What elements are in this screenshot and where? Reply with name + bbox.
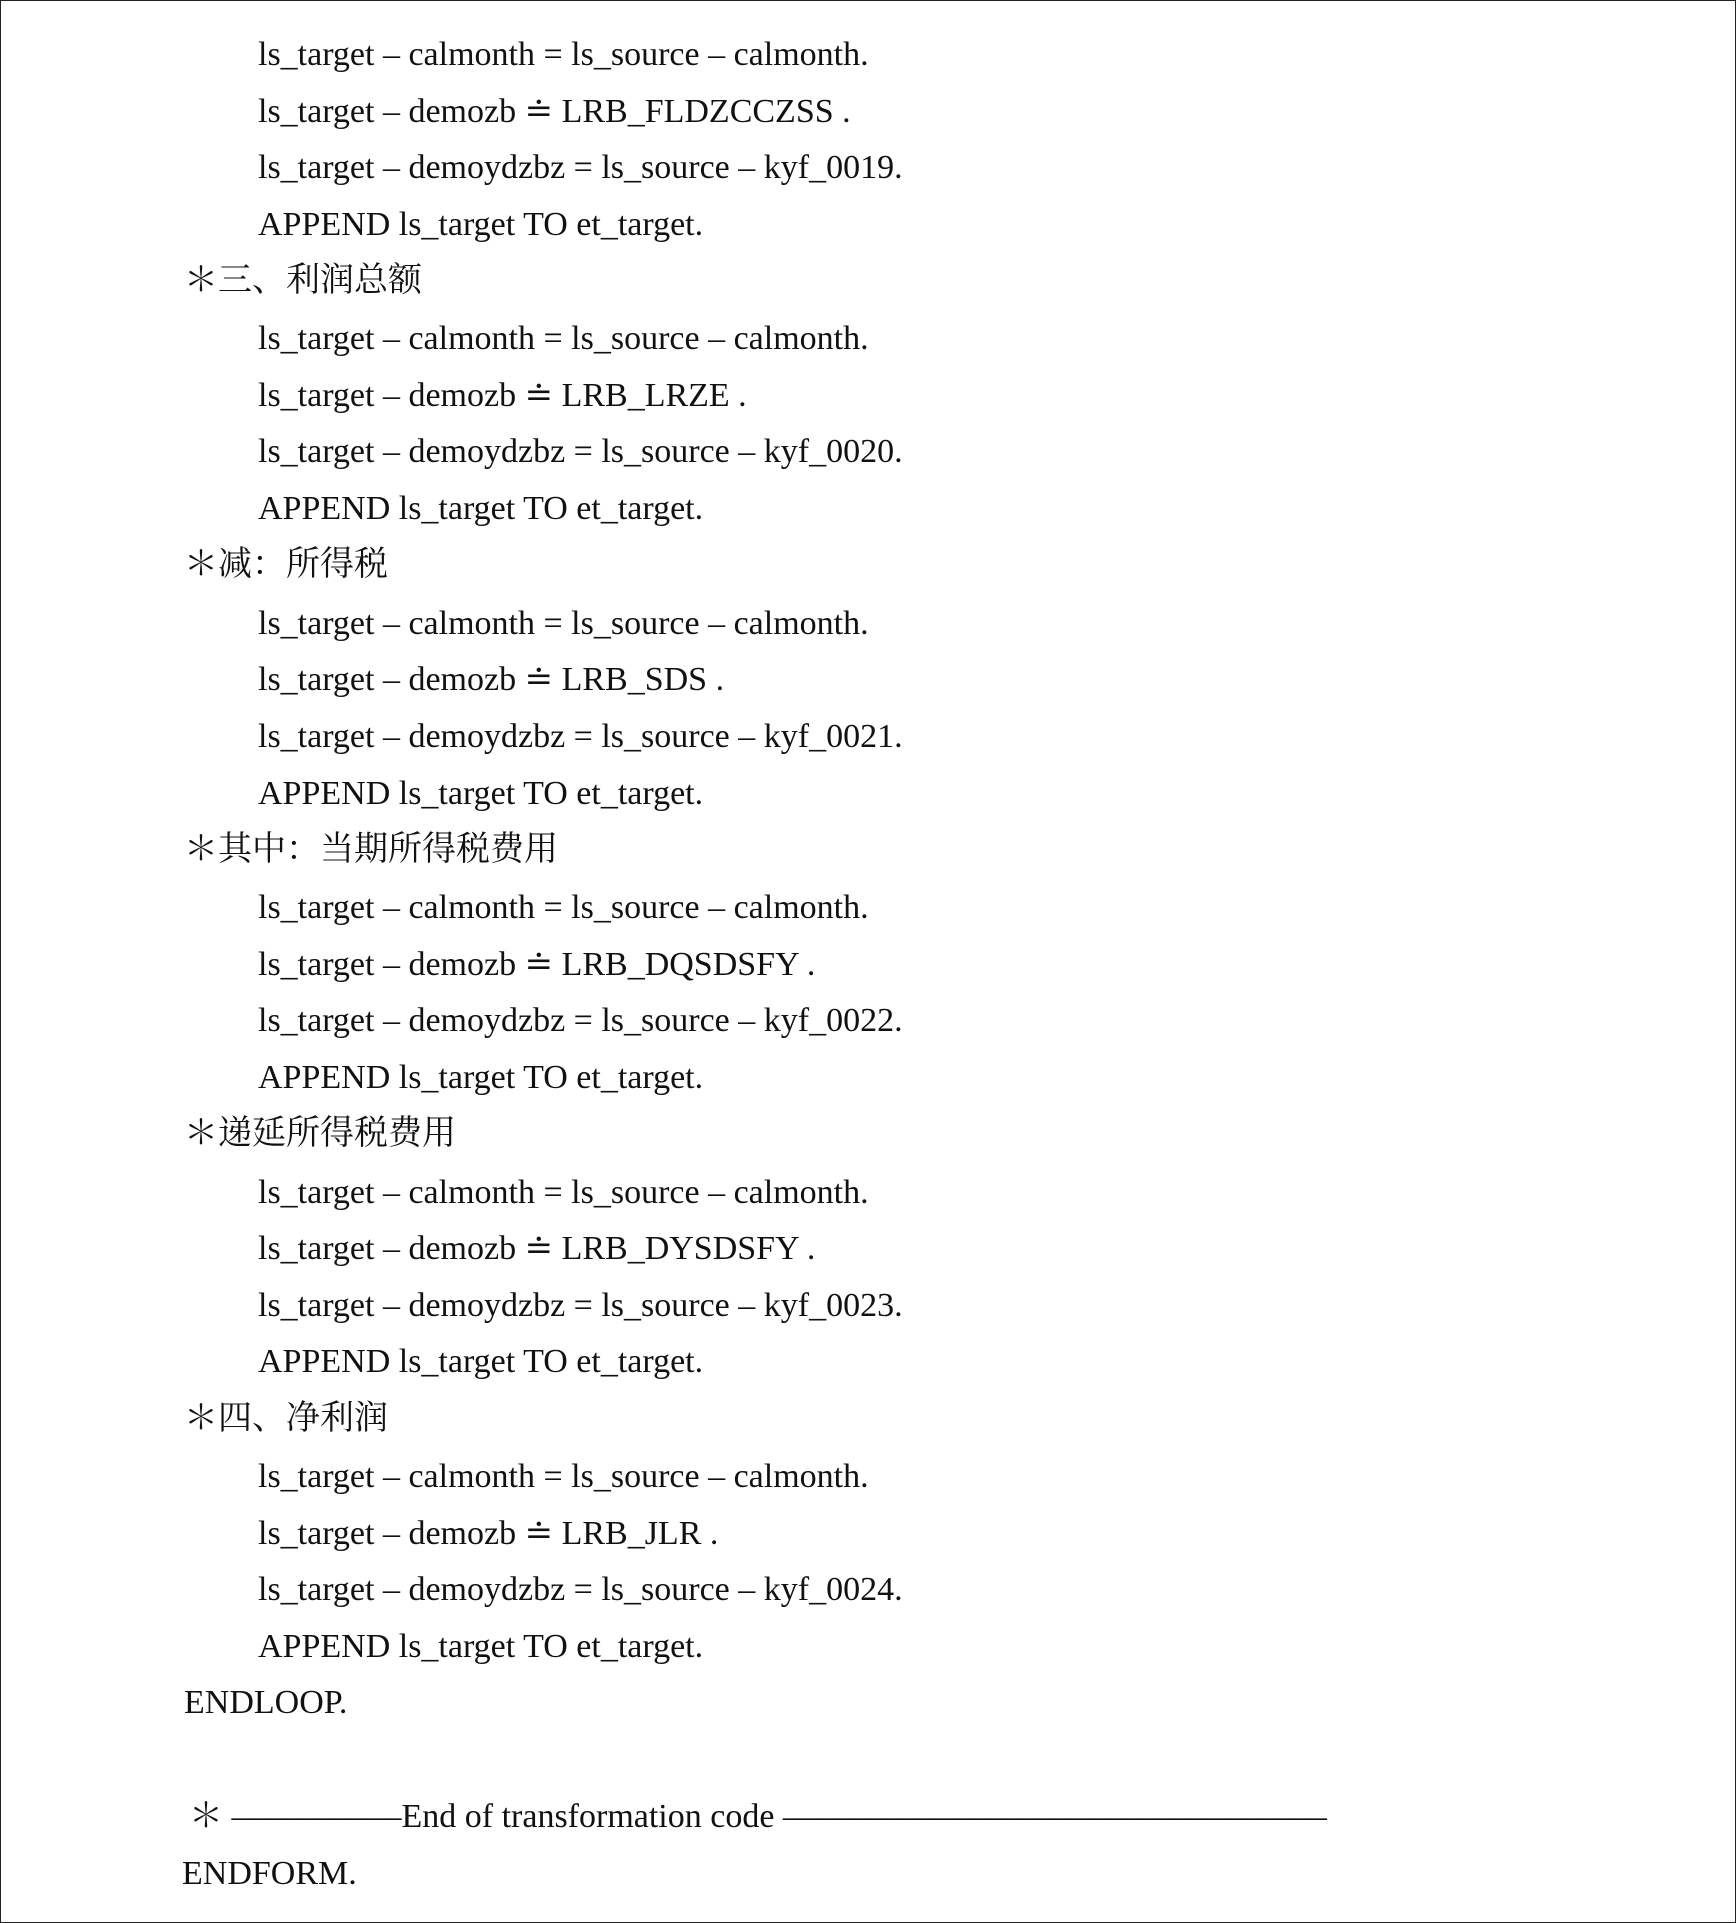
code-line: ls_target – demozb ≐ LRB_DYSDSFY . [258, 1230, 816, 1267]
code-line: ls_target – demoydzbz = ls_source – kyf_0019. [258, 149, 903, 186]
code-comment: ＊递延所得税费用 [184, 1115, 456, 1152]
code-comment: ＊三、利润总额 [184, 262, 422, 299]
code-line: ls_target – demozb ≐ LRB_JLR . [258, 1515, 719, 1552]
code-line: APPEND ls_target TO et_target. [258, 490, 704, 527]
code-line: APPEND ls_target TO et_target. [258, 1628, 704, 1665]
code-line: ls_target – calmonth = ls_source – calmonth. [258, 1174, 869, 1211]
code-line: ls_target – demoydzbz = ls_source – kyf_0020. [258, 433, 903, 470]
end-marker-comment: ＊ ––––––––––End of transformation code –––––––––––––––––––––––––––––––– [189, 1798, 1327, 1835]
code-line: ls_target – calmonth = ls_source – calmonth. [258, 36, 869, 73]
code-line: APPEND ls_target TO et_target. [258, 775, 704, 812]
code-line: APPEND ls_target TO et_target. [258, 1059, 704, 1096]
code-line: ls_target – demoydzbz = ls_source – kyf_0021. [258, 718, 903, 755]
code-line: ls_target – demozb ≐ LRB_DQSDSFY . [258, 946, 816, 983]
code-line: APPEND ls_target TO et_target. [258, 1343, 704, 1380]
code-line: APPEND ls_target TO et_target. [258, 206, 704, 243]
code-line: ls_target – demoydzbz = ls_source – kyf_0022. [258, 1002, 903, 1039]
code-line: ls_target – demozb ≐ LRB_LRZE . [258, 377, 747, 414]
code-line: ENDLOOP. [184, 1684, 348, 1721]
code-comment: ＊减：所得税 [184, 546, 388, 583]
code-line: ENDFORM. [182, 1855, 357, 1892]
code-comment: ＊其中：当期所得税费用 [184, 831, 558, 868]
code-line: ls_target – demoydzbz = ls_source – kyf_0024. [258, 1571, 903, 1608]
code-line: ls_target – demoydzbz = ls_source – kyf_0023. [258, 1287, 903, 1324]
code-line: ls_target – calmonth = ls_source – calmonth. [258, 1458, 869, 1495]
code-line: ls_target – demozb ≐ LRB_SDS . [258, 661, 725, 698]
code-line: ls_target – calmonth = ls_source – calmonth. [258, 605, 869, 642]
code-line: ls_target – calmonth = ls_source – calmonth. [258, 320, 869, 357]
code-line: ls_target – calmonth = ls_source – calmonth. [258, 889, 869, 926]
code-comment: ＊四、净利润 [184, 1400, 388, 1437]
code-line: ls_target – demozb ≐ LRB_FLDZCCZSS . [258, 93, 851, 130]
